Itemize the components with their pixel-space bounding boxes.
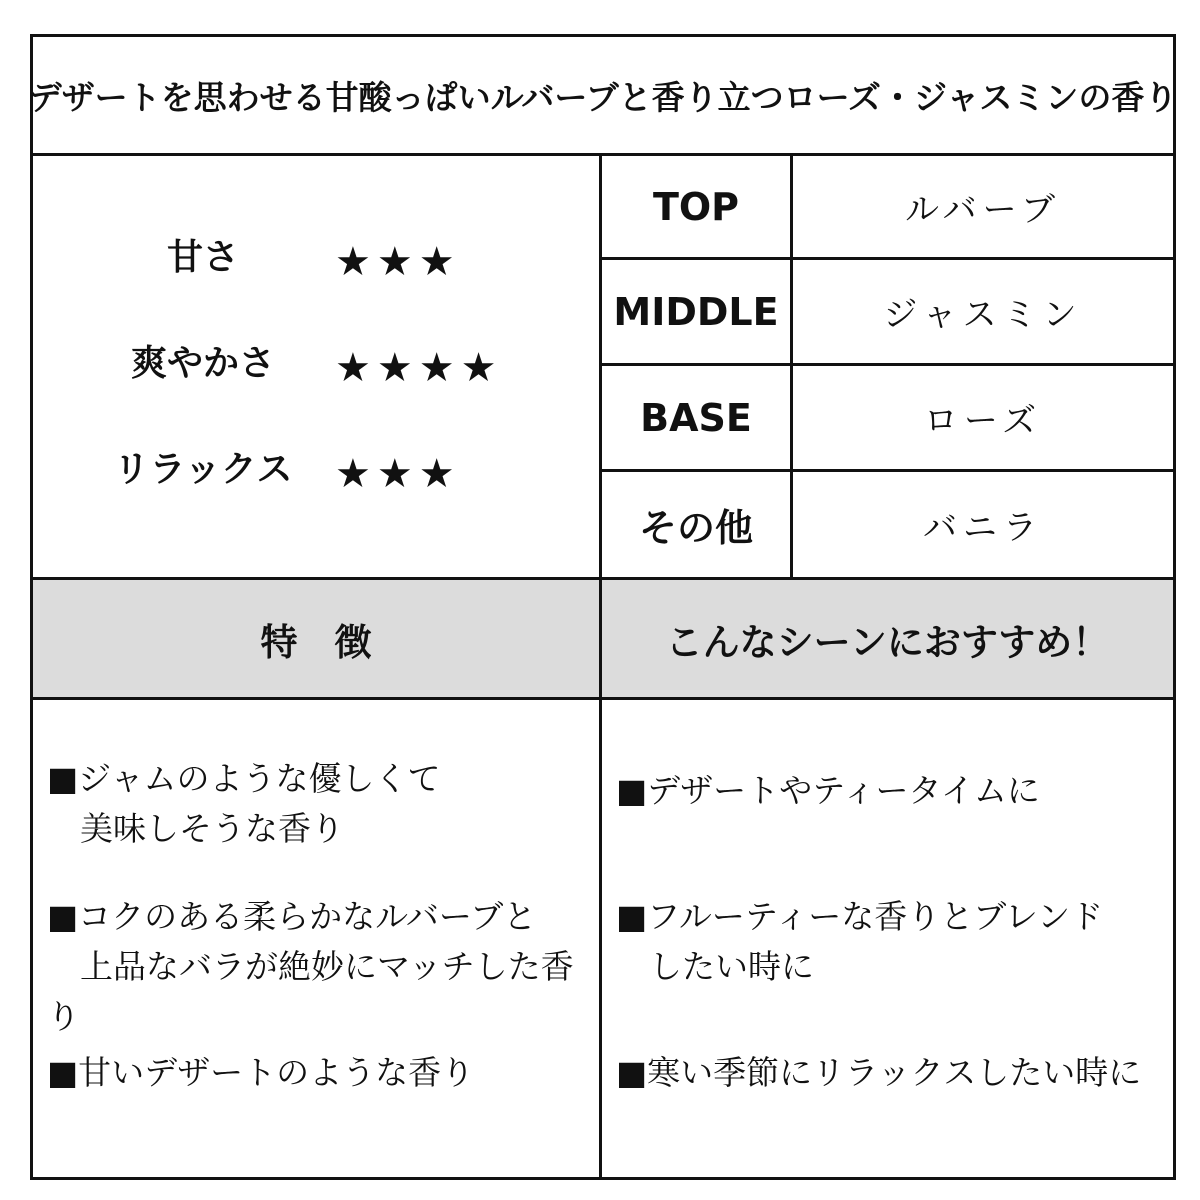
list-item-line: ■ジャムのような優しくて bbox=[47, 759, 441, 798]
list-item-line: 美味しそうな香り bbox=[47, 809, 344, 848]
features-heading: 特 徴 bbox=[260, 620, 372, 664]
note-value: ルバーブ bbox=[905, 190, 1061, 230]
rating-label: リラックス bbox=[113, 449, 293, 490]
rating-row-freshness bbox=[33, 334, 599, 394]
list-item-line: ■フルーティーな香りとブレンド bbox=[616, 897, 1104, 936]
note-label: MIDDLE bbox=[613, 289, 779, 334]
note-label: TOP bbox=[652, 184, 740, 229]
list-item-line: ■甘いデザートのような香り bbox=[47, 1053, 475, 1092]
scenes-heading: こんなシーンにおすすめ！ bbox=[665, 620, 1110, 664]
rating-label: 甘さ bbox=[166, 237, 239, 278]
page-title: デザートを思わせる甘酸っぱいルバーブと香り立つローズ・ジャスミンの香り bbox=[28, 77, 1178, 117]
note-row-base bbox=[602, 366, 1173, 469]
fragrance-notes-table bbox=[602, 156, 1173, 577]
note-label: BASE bbox=[640, 395, 752, 440]
note-value: ジャスミン bbox=[883, 295, 1083, 335]
star-rating: ★★★★ bbox=[335, 345, 503, 391]
list-item-line: ■寒い季節にリラックスしたい時に bbox=[616, 1053, 1142, 1092]
list-item bbox=[47, 1048, 474, 1098]
list-item bbox=[616, 766, 1040, 816]
list-item bbox=[47, 754, 441, 854]
info-card bbox=[30, 34, 1176, 1180]
note-row-middle bbox=[602, 260, 1173, 363]
list-item bbox=[616, 1048, 1141, 1098]
note-value: バニラ bbox=[923, 508, 1043, 548]
note-row-other bbox=[602, 472, 1173, 577]
list-item bbox=[47, 892, 599, 1042]
divider bbox=[33, 697, 1173, 700]
list-item-line: したい時に bbox=[616, 947, 814, 986]
rating-row-relax bbox=[33, 440, 599, 500]
list-item-line: ■コクのある柔らかなルバーブと bbox=[47, 897, 537, 936]
list-item bbox=[616, 892, 1103, 992]
star-rating: ★★★ bbox=[335, 239, 461, 285]
list-item-line: 上品なバラが絶妙にマッチした香り bbox=[47, 947, 574, 1036]
star-rating: ★★★ bbox=[335, 451, 461, 497]
note-label: その他 bbox=[638, 506, 753, 550]
note-row-top bbox=[602, 156, 1173, 257]
rating-label: 爽やかさ bbox=[130, 343, 275, 384]
ratings-panel bbox=[33, 156, 599, 577]
list-item-line: ■デザートやティータイムに bbox=[616, 771, 1040, 810]
rating-row-sweetness bbox=[33, 228, 599, 288]
note-value: ローズ bbox=[923, 401, 1043, 441]
